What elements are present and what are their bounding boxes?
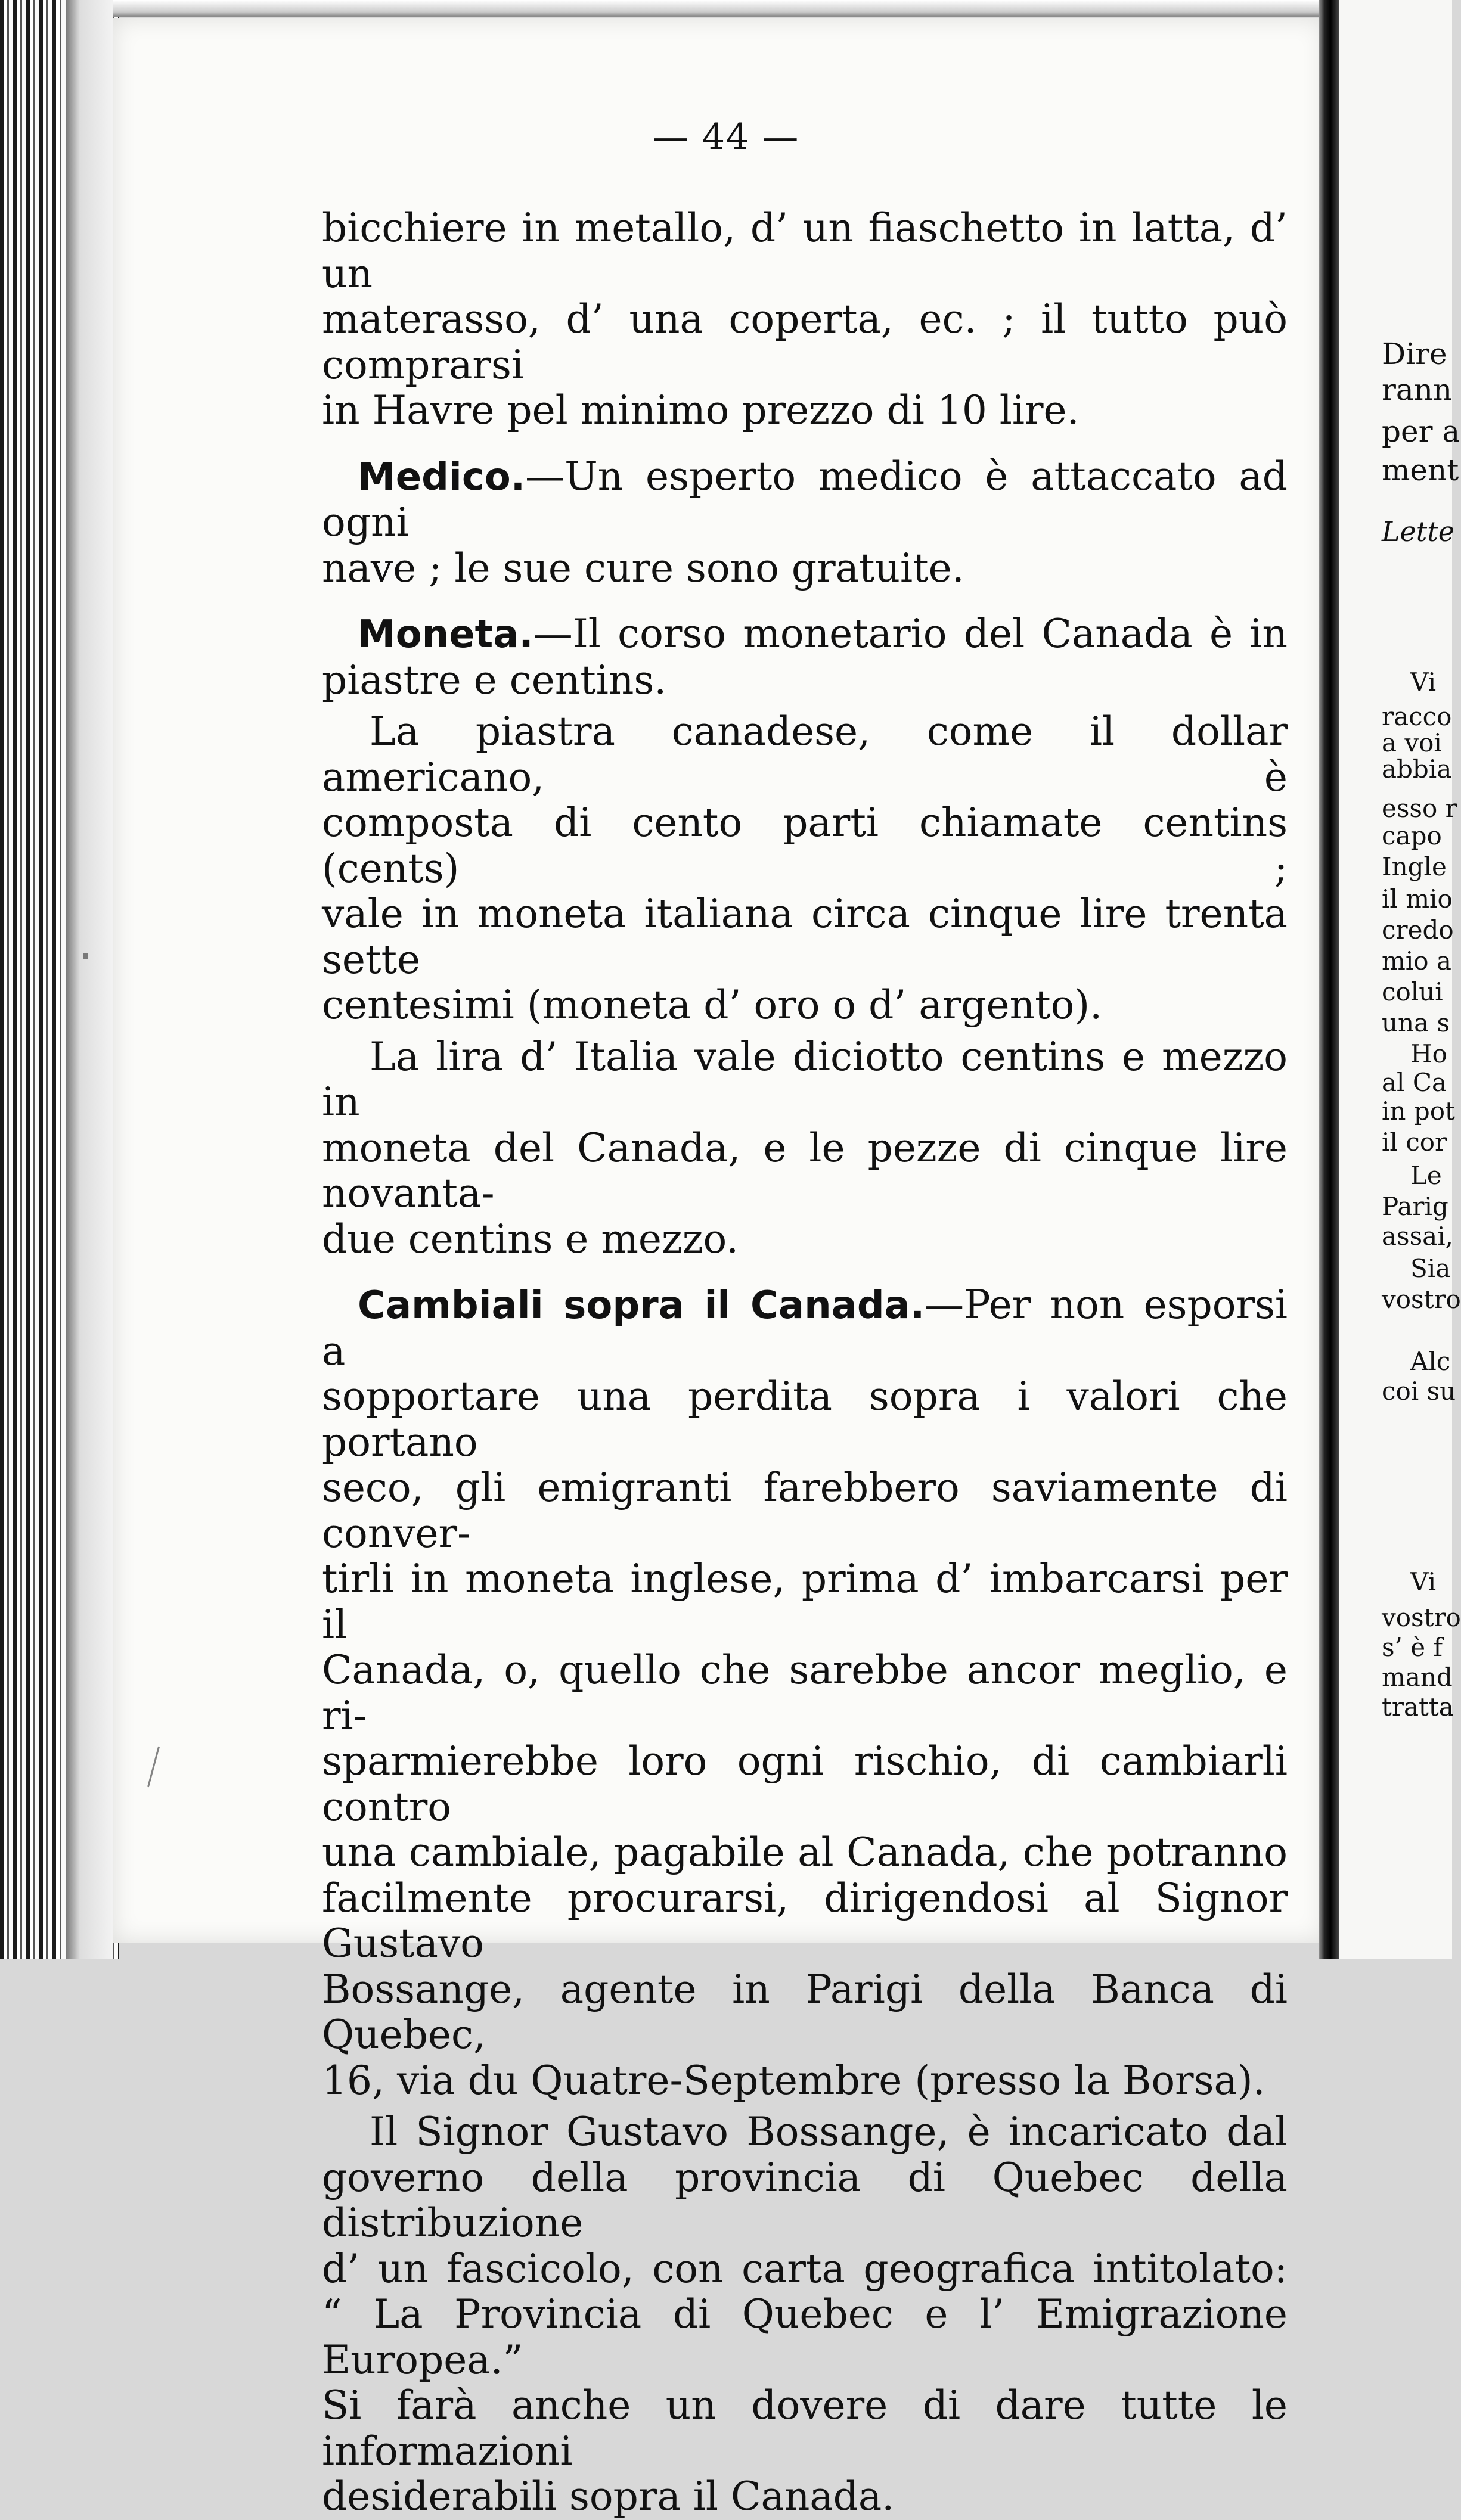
facing-page-text: vostro xyxy=(1382,1285,1461,1314)
facing-page-text: colui xyxy=(1382,977,1443,1006)
paragraph-lira xyxy=(322,1034,1288,1263)
facing-page-text: ment xyxy=(1382,453,1459,487)
text-line: “ La Provincia di Quebec e l’ Emigrazione Europea.” xyxy=(322,2291,1288,2383)
paragraph-medico xyxy=(322,454,1288,592)
facing-page-text: al Ca xyxy=(1382,1068,1447,1097)
facing-page-text: Sia xyxy=(1410,1254,1451,1283)
paragraph-cambiali xyxy=(322,1282,1288,2103)
text-line: Bossange, agente in Parigi della Banca di Quebec, xyxy=(322,1966,1288,2058)
facing-page-text: una s xyxy=(1382,1008,1450,1037)
text-line: 16, via du Quatre-Septembre (presso la Borsa). xyxy=(322,2057,1265,2103)
facing-page-text: racco xyxy=(1382,702,1452,731)
facing-page-text: il cor xyxy=(1382,1127,1447,1157)
text-line: nave ; le sue cure sono gratuite. xyxy=(322,545,964,591)
section-heading-moneta: Moneta. xyxy=(358,613,533,657)
facing-page-text: per a xyxy=(1382,414,1460,449)
page-body-text xyxy=(322,206,1288,2520)
facing-page-fragment xyxy=(1339,0,1461,1959)
text-line: vale in moneta italiana circa cinque lire trenta sette xyxy=(322,891,1288,983)
text-line: governo della provincia di Quebec della distribuzione xyxy=(322,2154,1288,2246)
text-line: moneta del Canada, e le pezze di cinque lire novanta- xyxy=(322,1124,1288,1216)
text-line: composta di cento parti chiamate centins (cents) ; xyxy=(322,800,1288,891)
text-line: Canada, o, quello che sarebbe ancor meglio, e ri- xyxy=(322,1647,1288,1739)
page-edge-shadow xyxy=(66,0,113,1959)
facing-page-text: vostro xyxy=(1382,1603,1461,1632)
facing-page-text: capo xyxy=(1382,821,1442,850)
text-line: bicchiere in metallo, d’ un fiaschetto in latta, d’ un xyxy=(322,205,1288,297)
text-line: —Il corso monetario del Canada è in xyxy=(533,611,1288,657)
text-line: Il Signor Gustavo Bossange, è incaricato dal xyxy=(370,2109,1288,2155)
facing-page-text: mand xyxy=(1382,1663,1453,1692)
text-line: d’ un fascicolo, con carta geografica intitolato: xyxy=(322,2245,1288,2292)
paragraph-bossange xyxy=(322,2109,1288,2520)
facing-page-text: mio a xyxy=(1382,946,1451,975)
text-line: desiderabili sopra il Canada. xyxy=(322,2474,895,2519)
facing-page-text: Vi xyxy=(1410,1567,1437,1596)
text-line: seco, gli emigranti farebbero saviamente di conver- xyxy=(322,1465,1288,1556)
facing-page-text: assai, xyxy=(1382,1222,1453,1251)
facing-page-text: Ingle xyxy=(1382,852,1447,881)
facing-page-text: Lette xyxy=(1382,515,1454,548)
facing-page-text: Dire xyxy=(1382,337,1447,371)
facing-page-text: credo xyxy=(1382,915,1454,944)
text-line: in Havre pel minimo prezzo di 10 lire. xyxy=(322,387,1080,433)
facing-page-text: a voi xyxy=(1382,728,1442,757)
facing-page-text: esso r xyxy=(1382,794,1457,823)
text-line: materasso, d’ una coperta, ec. ; il tutto può comprarsi xyxy=(322,296,1288,388)
section-heading-medico: Medico. xyxy=(358,455,526,499)
facing-page-text: Parig xyxy=(1382,1192,1448,1221)
facing-page-text: abbia xyxy=(1382,754,1452,784)
text-line: piastre e centins. xyxy=(322,657,667,703)
page-top-edge xyxy=(113,0,1324,17)
scan-speck xyxy=(83,953,88,959)
facing-page-text: rann xyxy=(1382,372,1453,407)
text-line: —Per non esporsi a xyxy=(322,1282,1288,1374)
text-line: una cambiale, pagabile al Canada, che potranno xyxy=(322,1829,1288,1875)
text-line: tirli in moneta inglese, prima d’ imbarcarsi per il xyxy=(322,1556,1288,1648)
facing-page-text: tratta xyxy=(1382,1692,1454,1722)
facing-page-text: coi su xyxy=(1382,1376,1456,1406)
text-line: sopportare una perdita sopra i valori che portano xyxy=(322,1374,1288,1465)
facing-page-text: Ho xyxy=(1410,1039,1447,1068)
paragraph-equipment xyxy=(322,206,1288,434)
text-line: facilmente procurarsi, dirigendosi al Signor Gustavo xyxy=(322,1875,1288,1966)
facing-page-text: Le xyxy=(1410,1161,1442,1190)
paragraph-piastra xyxy=(322,709,1288,1028)
facing-page-text: il mio xyxy=(1382,884,1453,913)
facing-page-text: s’ è f xyxy=(1382,1633,1443,1662)
facing-page-text: Vi xyxy=(1410,667,1437,697)
facing-page-text: in pot xyxy=(1382,1096,1455,1126)
text-line: Si farà anche un dovere di dare tutte le informazioni xyxy=(322,2382,1288,2474)
text-line: La lira d’ Italia vale diciotto centins e mezzo in xyxy=(322,1033,1288,1125)
paragraph-moneta xyxy=(322,611,1288,703)
text-line: centesimi (moneta d’ oro o d’ argento). xyxy=(322,982,1103,1028)
text-line: La piastra canadese, come il dollar americano, è xyxy=(322,709,1288,800)
book-gutter xyxy=(1319,0,1339,1959)
text-line: due centins e mezzo. xyxy=(322,1216,739,1262)
page-number: — 44 — xyxy=(652,116,800,158)
text-line: sparmierebbe loro ogni rischio, di cambiarli contro xyxy=(322,1738,1288,1830)
section-heading-cambiali: Cambiali sopra il Canada. xyxy=(358,1284,925,1328)
facing-page-text: Alc xyxy=(1410,1347,1451,1376)
text-line: —Un esperto medico è attaccato ad ogni xyxy=(322,453,1288,545)
